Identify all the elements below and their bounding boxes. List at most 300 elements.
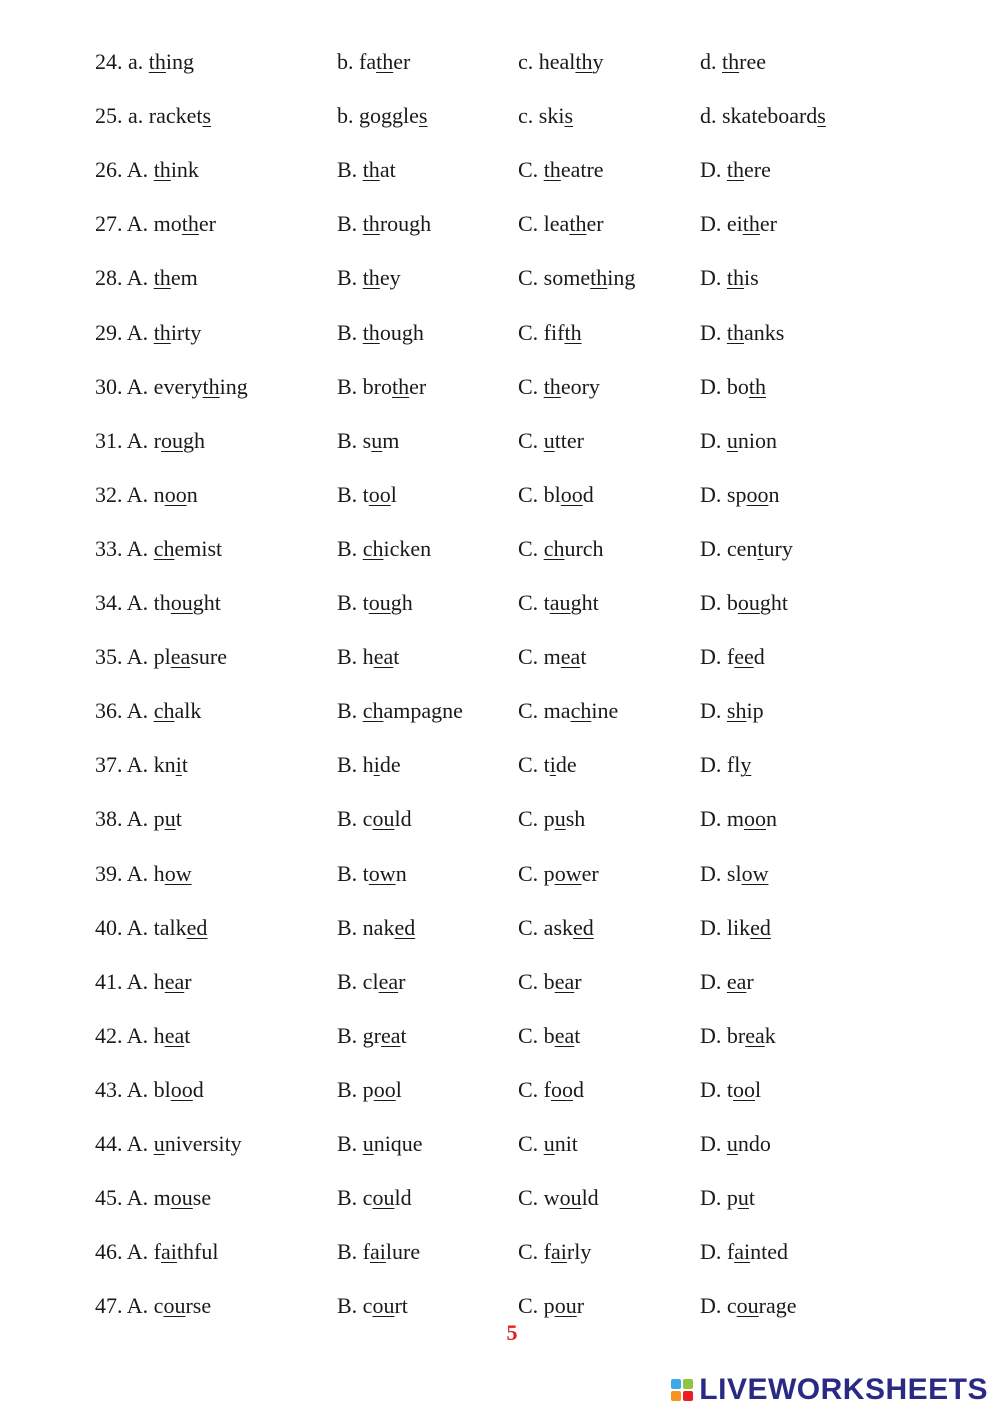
option-text: icken: [383, 535, 432, 561]
answer-option: [95, 908, 207, 948]
answer-option: [518, 583, 599, 623]
underlined-letters: th: [376, 49, 394, 74]
option-text: B. nak: [337, 914, 395, 940]
option-text: D. lik: [700, 914, 751, 940]
underlined-letters: ed: [573, 914, 594, 940]
answer-option: [518, 854, 599, 894]
page-number: 5: [506, 1320, 518, 1345]
underlined-letters: u: [153, 1131, 165, 1156]
question-row: [0, 1124, 1000, 1164]
question-row: [0, 42, 1000, 82]
underlined-letters: ea: [745, 1022, 765, 1048]
answer-option: [95, 421, 205, 461]
underlined-letters: th: [181, 211, 199, 237]
option-text: t: [181, 752, 188, 778]
answer-option: [700, 258, 759, 298]
answer-option: [518, 962, 582, 1002]
underlined-letters: y: [740, 752, 752, 778]
underlined-letters: u: [371, 427, 383, 453]
option-text: D.: [700, 319, 727, 345]
option-text: C.: [518, 535, 544, 561]
underlined-letters: ea: [554, 968, 575, 994]
option-text: nique: [373, 1131, 423, 1156]
option-text: C.: [518, 1131, 544, 1156]
option-text: rage: [758, 1293, 797, 1319]
option-text: urch: [564, 535, 604, 561]
underlined-letters: th: [362, 157, 380, 183]
option-text: nit: [554, 1131, 578, 1156]
logo-square: [683, 1379, 693, 1389]
answer-option: [337, 313, 424, 353]
answer-option: [518, 908, 594, 948]
option-text: 35. A. pl: [95, 644, 171, 670]
answer-option: [337, 583, 413, 623]
underlined-letters: u: [543, 1131, 555, 1156]
option-text: B. bro: [337, 373, 392, 399]
answer-option: [337, 691, 463, 731]
option-text: ough: [379, 319, 424, 345]
answer-option: [518, 1232, 591, 1272]
option-text: nted: [750, 1239, 788, 1265]
underlined-letters: oo: [368, 481, 391, 507]
option-text: anks: [744, 319, 785, 345]
option-text: C. t: [518, 752, 550, 778]
option-text: t: [393, 644, 400, 670]
answer-option: [337, 150, 396, 190]
option-text: t: [175, 806, 182, 832]
question-row: [0, 691, 1000, 731]
option-text: t: [748, 1185, 756, 1211]
option-text: C. w: [518, 1185, 560, 1211]
option-text: D. c: [700, 1293, 737, 1319]
underlined-letters: u: [164, 806, 176, 832]
answer-option: [95, 1016, 190, 1056]
option-text: r: [576, 1293, 585, 1319]
question-row: [0, 799, 1000, 839]
underlined-letters: ai: [734, 1239, 751, 1265]
option-text: D. b: [700, 590, 738, 615]
option-text: irty: [170, 319, 202, 345]
option-text: 37. A. kn: [95, 752, 176, 778]
option-text: r: [746, 968, 754, 994]
question-row: [0, 1232, 1000, 1272]
answer-option: [95, 1124, 242, 1164]
underlined-letters: s: [202, 103, 212, 129]
option-text: ld: [394, 1185, 412, 1211]
option-text: C. p: [518, 806, 555, 832]
answer-option: [518, 204, 604, 244]
underlined-letters: th: [362, 211, 380, 237]
answer-option: [95, 42, 194, 82]
underlined-letters: th: [575, 49, 593, 74]
option-text: C. lea: [518, 211, 570, 237]
option-text: d.: [700, 49, 722, 74]
option-text: lure: [385, 1239, 421, 1265]
answer-option: [95, 1232, 218, 1272]
option-text: C.: [518, 373, 544, 399]
option-text: C. ma: [518, 698, 571, 724]
option-text: 24. a.: [95, 49, 149, 74]
option-text: D. ei: [700, 211, 743, 237]
underlined-letters: th: [362, 265, 380, 291]
option-text: D. br: [700, 1022, 746, 1048]
answer-option: [337, 42, 410, 82]
option-text: r: [184, 968, 192, 994]
underlined-letters: th: [148, 49, 166, 74]
underlined-letters: ou: [170, 590, 193, 615]
answer-option: [700, 1232, 788, 1272]
underlined-letters: i: [175, 752, 182, 778]
option-text: B.: [337, 535, 363, 561]
option-text: D.: [700, 968, 727, 994]
option-text: m: [382, 427, 400, 453]
underlined-letters: ea: [554, 1022, 575, 1048]
answer-option: [518, 258, 635, 298]
option-text: B. f: [337, 1239, 370, 1265]
answer-option: [95, 150, 199, 190]
answer-option: [700, 637, 765, 677]
underlined-letters: ou: [163, 1293, 186, 1319]
option-text: gh: [183, 427, 205, 453]
answer-option: [518, 529, 604, 569]
underlined-letters: ow: [368, 860, 396, 886]
option-text: 26. A.: [95, 157, 154, 183]
answer-option: [337, 637, 399, 677]
option-text: ree: [739, 49, 766, 74]
underlined-letters: th: [726, 265, 745, 291]
option-text: n: [395, 860, 407, 886]
answer-option: [95, 1070, 204, 1110]
question-row: [0, 150, 1000, 190]
underlined-letters: sh: [726, 698, 747, 724]
option-text: sure: [190, 644, 227, 670]
underlined-letters: u: [362, 1131, 374, 1156]
option-text: n: [186, 481, 198, 507]
underlined-letters: th: [590, 265, 608, 291]
answer-option: [518, 421, 584, 461]
question-row: [0, 908, 1000, 948]
answer-option: [95, 637, 227, 677]
answer-option: [700, 529, 793, 569]
option-text: D.: [700, 427, 727, 453]
option-text: B.: [337, 211, 363, 237]
option-text: er: [393, 49, 411, 74]
option-text: ght: [570, 590, 599, 615]
option-text: er: [198, 211, 217, 237]
option-text: rough: [379, 211, 432, 237]
option-text: 30. A. every: [95, 373, 203, 399]
option-text: D. bo: [700, 373, 749, 399]
option-text: er: [586, 211, 604, 237]
answer-option: [518, 1124, 578, 1164]
option-text: C.: [518, 427, 544, 453]
underlined-letters: th: [543, 157, 561, 183]
answer-option: [95, 258, 198, 298]
answer-option: [700, 799, 777, 839]
answer-option: [518, 637, 586, 677]
option-text: ey: [379, 265, 401, 291]
option-text: ing: [607, 265, 636, 291]
option-text: ld: [394, 806, 412, 832]
option-text: D. f: [700, 1239, 735, 1265]
question-row: [0, 96, 1000, 136]
option-text: ing: [165, 49, 195, 74]
answer-option: [337, 1178, 412, 1218]
option-text: 43. A. bl: [95, 1076, 171, 1102]
underlined-letters: ch: [153, 535, 175, 561]
underlined-letters: ee: [734, 644, 754, 670]
underlined-letters: i: [373, 752, 380, 778]
answer-option: [95, 204, 216, 244]
underlined-letters: ed: [394, 914, 416, 940]
underlined-letters: ea: [373, 644, 394, 670]
option-text: 46. A. f: [95, 1239, 161, 1265]
option-text: emist: [174, 535, 223, 561]
underlined-letters: u: [726, 1131, 738, 1156]
answer-option: [337, 908, 415, 948]
logo-square: [683, 1391, 693, 1401]
underlined-letters: u: [554, 806, 566, 832]
option-text: 33. A.: [95, 535, 154, 561]
answer-option: [700, 962, 754, 1002]
question-row: [0, 367, 1000, 407]
underlined-letters: oo: [551, 1076, 573, 1102]
option-text: 47. A. c: [95, 1293, 164, 1319]
option-text: C. b: [518, 1022, 555, 1048]
question-row: [0, 1178, 1000, 1218]
answer-option: [95, 691, 201, 731]
question-row: [0, 529, 1000, 569]
underlined-letters: th: [153, 265, 171, 291]
answer-option: [518, 475, 594, 515]
answer-option: [518, 367, 600, 407]
answer-option: [95, 96, 211, 136]
option-text: B. s: [337, 427, 372, 453]
option-text: de: [379, 752, 401, 778]
question-row: [0, 637, 1000, 677]
answer-option: [337, 475, 397, 515]
option-text: D. cen: [700, 535, 758, 561]
underlined-letters: th: [362, 319, 380, 345]
option-text: t: [580, 644, 587, 670]
answer-option: [337, 204, 431, 244]
option-text: er: [409, 373, 427, 399]
underlined-letters: ea: [164, 968, 185, 994]
underlined-letters: ai: [161, 1239, 177, 1265]
option-text: em: [170, 265, 198, 291]
option-text: 39. A. h: [95, 860, 165, 886]
option-text: B. t: [337, 590, 369, 615]
underlined-letters: oo: [744, 806, 766, 832]
option-text: 29. A.: [95, 319, 154, 345]
answer-option: [700, 475, 779, 515]
option-text: B. t: [337, 481, 369, 507]
underlined-letters: ea: [726, 968, 747, 994]
option-text: 40. A. talk: [95, 914, 187, 940]
answer-option: [518, 799, 585, 839]
option-text: D. fl: [700, 752, 741, 778]
option-text: c. ski: [518, 103, 565, 129]
option-text: D.: [700, 1131, 727, 1156]
answer-option: [700, 313, 784, 353]
option-text: rse: [185, 1293, 212, 1319]
answer-option: [518, 313, 582, 353]
option-text: ine: [591, 698, 619, 724]
underlined-letters: ch: [153, 698, 175, 724]
option-text: C. fif: [518, 319, 565, 345]
option-text: rt: [394, 1293, 408, 1319]
option-text: n: [768, 481, 780, 507]
answer-option: [700, 1016, 776, 1056]
underlined-letters: ea: [381, 1022, 401, 1048]
answer-option: [337, 258, 401, 298]
answer-option: [700, 1178, 755, 1218]
option-text: B. h: [337, 644, 374, 670]
option-text: thful: [176, 1239, 219, 1265]
underlined-letters: u: [543, 427, 555, 453]
underlined-letters: s: [418, 103, 428, 129]
option-text: rly: [566, 1239, 592, 1265]
logo-square: [671, 1391, 681, 1401]
answer-option: [337, 1232, 420, 1272]
option-text: r: [398, 968, 406, 994]
underlined-letters: ed: [186, 914, 208, 940]
option-text: k: [764, 1022, 776, 1048]
option-text: l: [395, 1076, 402, 1102]
option-text: de: [555, 752, 577, 778]
underlined-letters: th: [202, 373, 220, 399]
brand-name: LIVEWORKSHEETS: [699, 1373, 988, 1406]
answer-option: [95, 313, 201, 353]
option-text: 36. A.: [95, 698, 154, 724]
option-text: 28. A.: [95, 265, 154, 291]
option-text: C. m: [518, 644, 561, 670]
answer-option: [95, 745, 188, 785]
underlined-letters: ea: [164, 1022, 185, 1048]
underlined-letters: au: [549, 590, 571, 615]
underlined-letters: ou: [554, 1293, 577, 1319]
answer-option: [700, 745, 751, 785]
answer-option: [95, 583, 221, 623]
option-text: 34. A. th: [95, 590, 171, 615]
option-text: ght: [192, 590, 221, 615]
question-row: [0, 258, 1000, 298]
option-text: is: [744, 265, 759, 291]
answer-option: [95, 475, 198, 515]
underlined-letters: oo: [746, 481, 769, 507]
answer-option: [700, 908, 771, 948]
answer-option: [700, 204, 777, 244]
underlined-letters: ow: [164, 860, 192, 886]
question-row: [0, 962, 1000, 1002]
option-text: l: [390, 481, 397, 507]
option-text: C. t: [518, 590, 550, 615]
option-text: ght: [759, 590, 789, 615]
option-text: gh: [390, 590, 413, 615]
option-text: ing: [219, 373, 248, 399]
option-text: eatre: [560, 157, 604, 183]
underlined-letters: ow: [741, 860, 769, 886]
underlined-letters: ou: [372, 1185, 395, 1211]
option-text: b. fa: [337, 49, 377, 74]
option-text: C. some: [518, 265, 591, 291]
underlined-letters: th: [742, 211, 760, 237]
answer-option: [337, 799, 412, 839]
question-row: [0, 854, 1000, 894]
underlined-letters: i: [549, 752, 556, 778]
underlined-letters: ea: [170, 644, 191, 670]
answer-option: [337, 854, 407, 894]
answer-option: [700, 854, 768, 894]
option-text: se: [192, 1185, 212, 1211]
underlined-letters: oo: [733, 1076, 755, 1102]
answer-option: [95, 1178, 211, 1218]
answer-option: [337, 962, 405, 1002]
underlined-letters: s: [817, 103, 826, 129]
underlined-letters: ch: [570, 698, 592, 724]
option-text: D. m: [700, 806, 744, 832]
question-row: [0, 1070, 1000, 1110]
underlined-letters: th: [748, 373, 767, 399]
option-text: sh: [565, 806, 586, 832]
underlined-letters: ed: [750, 914, 771, 940]
underlined-letters: u: [737, 1185, 749, 1211]
option-text: eory: [560, 373, 600, 399]
option-text: B. cl: [337, 968, 379, 994]
underlined-letters: ou: [559, 1185, 582, 1211]
underlined-letters: ou: [368, 590, 391, 615]
option-text: B. t: [337, 860, 369, 886]
option-text: B. c: [337, 1185, 373, 1211]
question-row: [0, 421, 1000, 461]
option-text: ndo: [737, 1131, 771, 1156]
answer-option: [700, 691, 764, 731]
option-text: C. b: [518, 968, 555, 994]
underlined-letters: ai: [370, 1239, 386, 1265]
answer-option: [518, 691, 618, 731]
answer-option: [95, 854, 192, 894]
underlined-letters: oo: [170, 1076, 193, 1102]
question-row: [0, 745, 1000, 785]
answer-option: [518, 42, 604, 82]
question-row: [0, 313, 1000, 353]
underlined-letters: th: [726, 319, 745, 345]
option-text: t: [400, 1022, 407, 1048]
option-text: C. p: [518, 1293, 555, 1319]
underlined-letters: oo: [373, 1076, 396, 1102]
answer-option: [337, 1124, 423, 1164]
question-row: [0, 475, 1000, 515]
option-text: d: [582, 481, 594, 507]
underlined-letters: u: [726, 427, 738, 453]
option-text: er: [759, 211, 777, 237]
answer-option: [700, 96, 826, 136]
option-text: 32. A. n: [95, 481, 165, 507]
answer-option: [337, 745, 401, 785]
answer-option: [337, 96, 427, 136]
option-text: 45. A. m: [95, 1185, 171, 1211]
question-row: [0, 583, 1000, 623]
underlined-letters: s: [564, 103, 574, 129]
answer-option: [700, 42, 766, 82]
option-text: tter: [554, 427, 585, 453]
option-text: 44. A.: [95, 1131, 154, 1156]
underlined-letters: th: [543, 373, 561, 399]
underlined-letters: ou: [170, 1185, 193, 1211]
underlined-letters: th: [722, 49, 740, 74]
question-row: [0, 1016, 1000, 1056]
underlined-letters: oo: [164, 481, 187, 507]
